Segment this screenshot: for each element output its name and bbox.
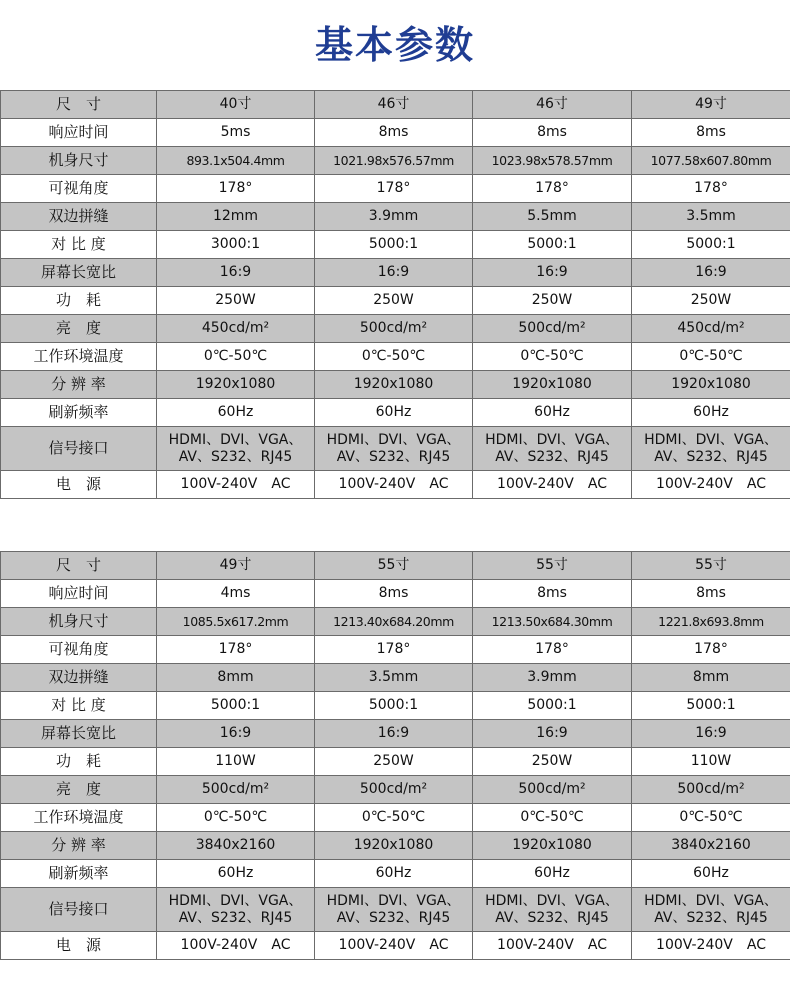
spec-value: 0℃-50℃ [473,343,632,371]
spec-value: 1920x1080 [315,832,473,860]
spec-label: 双边拼缝 [1,203,157,231]
spec-value: HDMI、DVI、VGA、 AV、S232、RJ45 [473,888,632,932]
spec-row-bezel-gap [1,664,790,692]
spec-row-signal-interface [1,427,790,471]
spec-value: 8ms [632,580,790,608]
spec-row-contrast [1,231,790,259]
spec-label: 工作环境温度 [1,804,157,832]
spec-value: 110W [632,748,790,776]
spec-value: 500cd/m² [315,315,473,343]
spec-label: 亮 度 [1,315,157,343]
spec-value: 110W [157,748,315,776]
spec-row-body-size [1,608,790,636]
spec-value: 1221.8x693.8mm [632,608,790,636]
spec-value: 450cd/m² [157,315,315,343]
spec-value: 55寸 [315,552,473,580]
spec-value: HDMI、DVI、VGA、 AV、S232、RJ45 [157,888,315,932]
spec-value: 5ms [157,119,315,147]
spec-value: 0℃-50℃ [315,343,473,371]
spec-value: 16:9 [315,720,473,748]
spec-label: 对 比 度 [1,231,157,259]
spec-label: 机身尺寸 [1,147,157,175]
spec-row-operating-temperature [1,804,790,832]
spec-value: 60Hz [157,860,315,888]
spec-value: 5.5mm [473,203,632,231]
spec-label: 双边拼缝 [1,664,157,692]
spec-value: 250W [473,748,632,776]
spec-value: 1213.50x684.30mm [473,608,632,636]
spec-value: 1213.40x684.20mm [315,608,473,636]
spec-label: 屏幕长宽比 [1,720,157,748]
spec-value: 3840x2160 [157,832,315,860]
spec-value: 1085.5x617.2mm [157,608,315,636]
spec-value: 500cd/m² [473,315,632,343]
spec-row-brightness [1,315,790,343]
spec-value: 8ms [632,119,790,147]
spec-value: 178° [157,175,315,203]
spec-label: 可视角度 [1,175,157,203]
spec-label: 尺 寸 [1,552,157,580]
spec-value: 500cd/m² [315,776,473,804]
spec-value: HDMI、DVI、VGA、 AV、S232、RJ45 [632,427,790,471]
spec-label: 响应时间 [1,580,157,608]
spec-label: 信号接口 [1,427,157,471]
spec-value: 60Hz [473,860,632,888]
spec-value: 5000:1 [473,692,632,720]
spec-value: 0℃-50℃ [315,804,473,832]
spec-row-operating-temperature [1,343,790,371]
spec-value: 0℃-50℃ [157,343,315,371]
spec-value: 3.5mm [632,203,790,231]
spec-value: HDMI、DVI、VGA、 AV、S232、RJ45 [315,888,473,932]
spec-value: 46寸 [315,91,473,119]
spec-row-resolution [1,371,790,399]
spec-value: 0℃-50℃ [157,804,315,832]
spec-value: 3.9mm [473,664,632,692]
spec-row-size [1,91,790,119]
spec-value: 8ms [473,119,632,147]
spec-value: 100V-240V AC [632,471,790,499]
spec-table-1 [0,90,790,499]
spec-value: 5000:1 [632,692,790,720]
spec-value: 0℃-50℃ [632,343,790,371]
spec-value: 16:9 [315,259,473,287]
spec-value: 5000:1 [315,692,473,720]
spec-row-viewing-angle [1,175,790,203]
spec-value: 500cd/m² [632,776,790,804]
spec-label: 电 源 [1,932,157,960]
spec-value: 60Hz [632,399,790,427]
spec-label: 尺 寸 [1,91,157,119]
spec-value: 16:9 [157,720,315,748]
spec-label: 功 耗 [1,748,157,776]
spec-value: 8ms [315,580,473,608]
spec-value: 250W [315,748,473,776]
spec-value: 178° [473,175,632,203]
spec-value: 16:9 [157,259,315,287]
spec-label: 分 辨 率 [1,371,157,399]
spec-value: HDMI、DVI、VGA、 AV、S232、RJ45 [157,427,315,471]
spec-row-power-supply [1,471,790,499]
spec-value: 1920x1080 [157,371,315,399]
spec-row-power-supply [1,932,790,960]
spec-value: 8mm [632,664,790,692]
spec-row-aspect-ratio [1,720,790,748]
spec-value: 55寸 [632,552,790,580]
spec-value: 100V-240V AC [632,932,790,960]
spec-label: 电 源 [1,471,157,499]
spec-value: 500cd/m² [157,776,315,804]
spec-value: 1920x1080 [473,371,632,399]
spec-label: 屏幕长宽比 [1,259,157,287]
spec-value: 178° [632,636,790,664]
spec-label: 对 比 度 [1,692,157,720]
spec-value: 100V-240V AC [315,932,473,960]
spec-row-power-consumption [1,287,790,315]
spec-label: 分 辨 率 [1,832,157,860]
spec-value: 893.1x504.4mm [157,147,315,175]
spec-value: 1920x1080 [315,371,473,399]
spec-row-response-time [1,119,790,147]
spec-value: 5000:1 [632,231,790,259]
spec-label: 亮 度 [1,776,157,804]
spec-value: 250W [632,287,790,315]
spec-label: 功 耗 [1,287,157,315]
spec-value: HDMI、DVI、VGA、 AV、S232、RJ45 [315,427,473,471]
spec-row-brightness [1,776,790,804]
spec-value: 178° [157,636,315,664]
spec-value: 3000:1 [157,231,315,259]
spec-value: 49寸 [632,91,790,119]
spec-value: 5000:1 [157,692,315,720]
spec-value: 1077.58x607.80mm [632,147,790,175]
spec-value: 40寸 [157,91,315,119]
spec-value: 178° [632,175,790,203]
spec-value: 0℃-50℃ [632,804,790,832]
spec-value: 60Hz [473,399,632,427]
spec-label: 可视角度 [1,636,157,664]
spec-label: 响应时间 [1,119,157,147]
spec-value: 60Hz [157,399,315,427]
spec-value: 46寸 [473,91,632,119]
spec-value: 12mm [157,203,315,231]
spec-value: 100V-240V AC [157,471,315,499]
spec-value: 3840x2160 [632,832,790,860]
spec-value: 1920x1080 [632,371,790,399]
page-title: 基本参数 [314,22,475,67]
spec-value: 1023.98x578.57mm [473,147,632,175]
spec-row-signal-interface [1,888,790,932]
spec-value: 178° [315,175,473,203]
spec-value: 8ms [315,119,473,147]
spec-label: 工作环境温度 [1,343,157,371]
spec-value: HDMI、DVI、VGA、 AV、S232、RJ45 [473,427,632,471]
spec-label: 刷新频率 [1,399,157,427]
spec-label: 刷新频率 [1,860,157,888]
spec-value: 250W [315,287,473,315]
spec-value: 16:9 [473,259,632,287]
spec-value: 60Hz [315,399,473,427]
spec-value: 500cd/m² [473,776,632,804]
spec-value: 60Hz [632,860,790,888]
spec-row-power-consumption [1,748,790,776]
spec-row-bezel-gap [1,203,790,231]
spec-value: 178° [473,636,632,664]
spec-value: 1021.98x576.57mm [315,147,473,175]
spec-row-size [1,552,790,580]
spec-value: 100V-240V AC [315,471,473,499]
spec-row-refresh-rate [1,399,790,427]
spec-value: 16:9 [632,720,790,748]
spec-value: 100V-240V AC [473,471,632,499]
spec-value: 5000:1 [315,231,473,259]
spec-value: 16:9 [632,259,790,287]
spec-row-refresh-rate [1,860,790,888]
spec-row-contrast [1,692,790,720]
spec-label: 机身尺寸 [1,608,157,636]
spec-row-body-size [1,147,790,175]
spec-value: 100V-240V AC [473,932,632,960]
spec-value: 8mm [157,664,315,692]
spec-row-response-time [1,580,790,608]
spec-value: 8ms [473,580,632,608]
spec-value: 100V-240V AC [157,932,315,960]
spec-value: 60Hz [315,860,473,888]
spec-row-viewing-angle [1,636,790,664]
spec-value: 49寸 [157,552,315,580]
spec-row-resolution [1,832,790,860]
spec-value: 0℃-50℃ [473,804,632,832]
spec-row-aspect-ratio [1,259,790,287]
spec-value: 250W [473,287,632,315]
spec-value: 55寸 [473,552,632,580]
spec-label: 信号接口 [1,888,157,932]
spec-table-2 [0,551,790,960]
spec-value: 3.9mm [315,203,473,231]
spec-value: 178° [315,636,473,664]
spec-value: 16:9 [473,720,632,748]
spec-value: 5000:1 [473,231,632,259]
spec-value: 450cd/m² [632,315,790,343]
spec-value: 4ms [157,580,315,608]
spec-value: 3.5mm [315,664,473,692]
spec-value: HDMI、DVI、VGA、 AV、S232、RJ45 [632,888,790,932]
spec-value: 250W [157,287,315,315]
spec-value: 1920x1080 [473,832,632,860]
